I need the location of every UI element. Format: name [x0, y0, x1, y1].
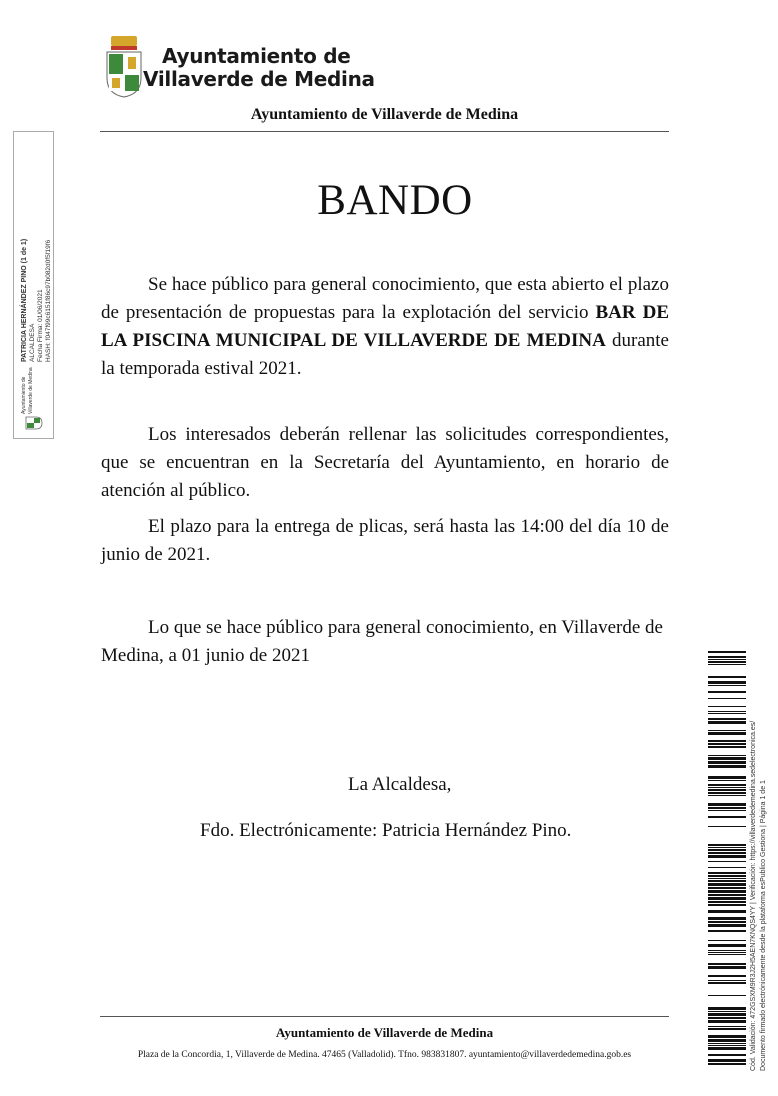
document-title: BANDO	[317, 177, 473, 224]
paragraph-4: Lo que se hace público para general conocimiento, en Villaverde de Medina, a 01 junio de 2021	[101, 617, 663, 666]
paragraph-1	[101, 271, 669, 383]
verification-note	[749, 651, 773, 1071]
signer-line: Fdo. Electrónicamente: Patricia Hernández Pino.	[200, 820, 572, 841]
municipality-logo	[103, 36, 375, 100]
stamp-shield-icon	[25, 416, 43, 430]
footer-title: Ayuntamiento de Villaverde de Medina	[275, 1025, 494, 1040]
coat-of-arms-icon	[103, 36, 145, 98]
signature-stamp	[13, 131, 54, 439]
barcode-icon	[708, 651, 746, 1071]
verification-line-1: Cód. Validación: 472GSXM9R3J2H5AEN7KNQS4YY | Verificación: https://villaverdedemedina.sedelectronica.es/	[750, 720, 757, 1071]
paragraph-2: Los interesados deberán rellenar las solicitudes correspondientes, que se encuentran en la Secretaría del Ayuntamiento, en horario de atención al público.	[101, 424, 669, 501]
header-divider	[100, 131, 669, 132]
stamp-role: ALCALDESA	[29, 323, 36, 362]
verification-line-2: Documento firmado electrónicamente desde la plataforma esPublico Gestiona | Página 1 de 1	[760, 780, 767, 1071]
signer-role: La Alcaldesa,	[348, 774, 452, 795]
stamp-org: Ayuntamiento de Villaverde de Medina	[21, 367, 34, 414]
footer-divider	[100, 1016, 669, 1017]
logo-line-2: Villaverde de Medina	[143, 67, 375, 91]
paragraph-1-bold: BAR DE LA PISCINA MUNICIPAL DE VILLAVERDE DE MEDINA	[101, 302, 669, 351]
footer-address: Plaza de la Concordia, 1, Villaverde de Medina. 47465 (Valladolid). Tfno. 983831807. ayuntamiento@villaverdedemedina.gob.es	[137, 1050, 632, 1060]
header-title: Ayuntamiento de Villaverde de Medina	[250, 106, 519, 123]
stamp-signer-name: PATRICIA HERNÁNDEZ PINO (1 de 1)	[21, 238, 28, 362]
logo-line-1: Ayuntamiento de	[162, 44, 351, 68]
paragraph-1-end: durante la temporada estival 2021.	[101, 330, 669, 379]
paragraph-1-start: Se hace público para general conocimiento, que esta abierto el plazo de presentación de propuestas para la explotación del servicio	[101, 274, 669, 323]
stamp-date: Fecha Firma: 01/06/2021	[37, 289, 44, 362]
stamp-hash: HASH: f047f99c6151f86c97b082d0f5f19f6	[45, 239, 52, 362]
paragraph-3: El plazo para la entrega de plicas, será hasta las 14:00 del día 10 de junio de 2021.	[101, 516, 669, 565]
